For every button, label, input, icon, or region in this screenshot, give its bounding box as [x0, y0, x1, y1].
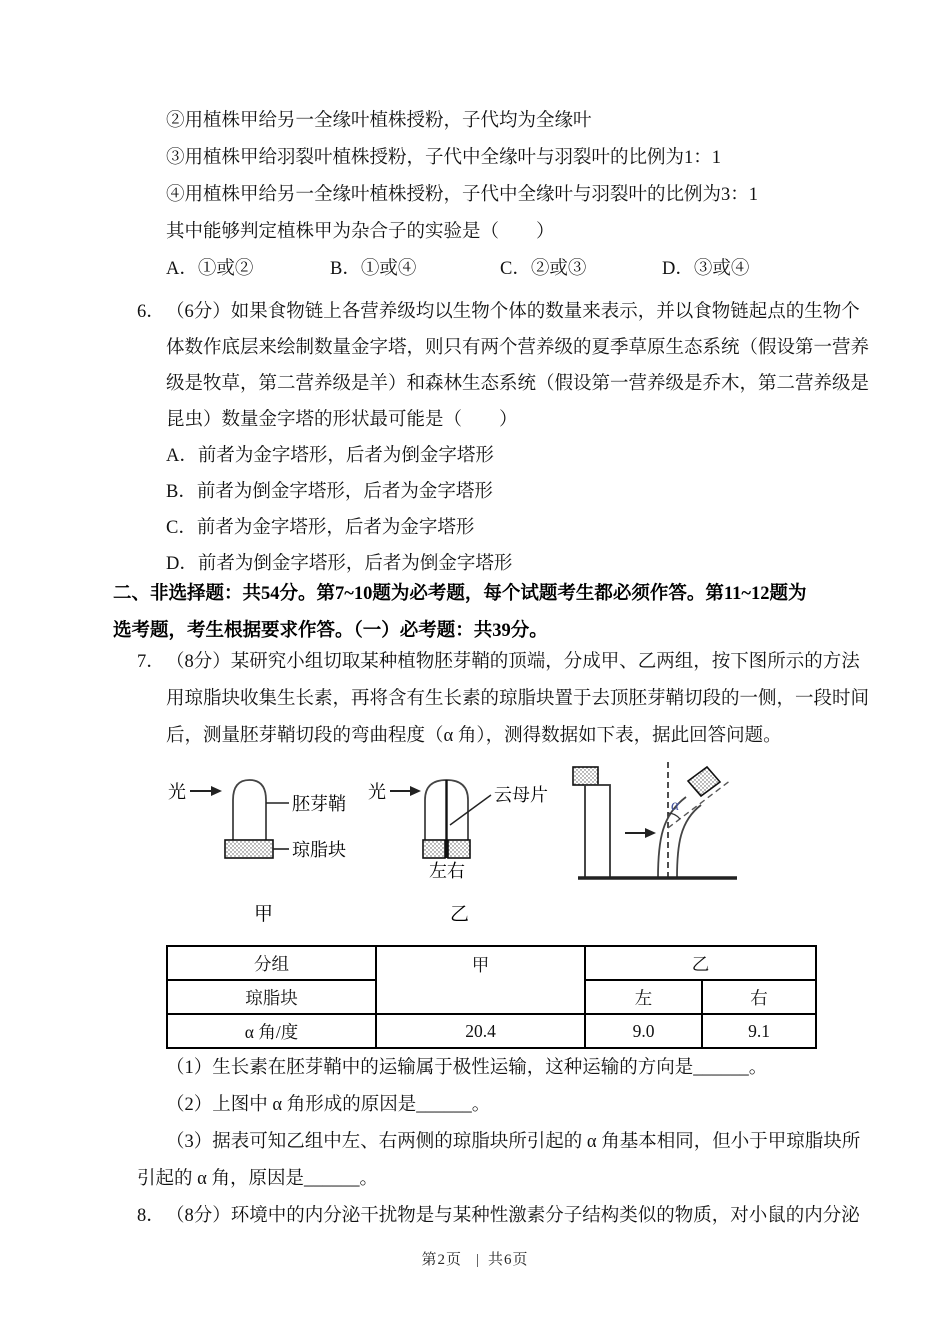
question7 [137, 644, 869, 755]
table-value-jia: 20.4 [376, 1014, 585, 1048]
section2-header-line1: 二、非选择题：共54分。第7~10题为必考题，每个试题考生都必须作答。第11~12题为 [113, 584, 807, 604]
bent-coleoptile-right-edge [677, 805, 701, 878]
light-label: 光 [168, 782, 186, 802]
alpha-angle-label: α [671, 797, 680, 814]
question-text-line: 昆虫）数量金字塔的形状最可能是（ ） [166, 410, 518, 430]
group-jia-label: 甲 [254, 904, 274, 925]
experiment-figure [150, 755, 770, 935]
table-value-left: 9.0 [585, 1014, 702, 1048]
sub-question-1: （1）生长素在胚芽鞘中的运输属于极性运输，这种运输的方向是______。 [166, 1058, 768, 1078]
mica-label: 云母片 [494, 785, 548, 805]
table-row [167, 1014, 816, 1048]
left-right-label: 左右 [429, 861, 465, 881]
question5-statements [166, 103, 758, 288]
agar-block-left [423, 840, 445, 858]
statement-line: ④用植株甲给另一全缘叶植株授粉，子代中全缘叶与羽裂叶的比例为3：1 [166, 185, 759, 205]
coleoptile-label: 胚芽鞘 [292, 794, 346, 814]
section2-header [113, 576, 806, 650]
diagram-result [573, 762, 737, 878]
question-text-line: （6分）如果食物链上各营养级均以生物个体的数量来表示，并以食物链起点的生物个 [166, 302, 860, 322]
question-number: 6． [137, 302, 165, 322]
diagram-jia [168, 780, 346, 925]
table-col-left: 左 [585, 980, 702, 1014]
option-d: D．③或④ [662, 259, 750, 279]
question-stem: 其中能够判定植株甲为杂合子的实验是（ ） [166, 222, 555, 242]
footer-total-pages: 共6页 [488, 1252, 529, 1268]
agar-block-on-top [573, 767, 598, 785]
table-header-group: 分组 [167, 946, 376, 980]
diagram-yi [368, 780, 548, 925]
light-arrow-icon [190, 786, 222, 796]
agar-block-right [448, 840, 470, 858]
option-b: B．①或④ [330, 259, 417, 279]
group-yi-label: 乙 [450, 904, 470, 925]
sub-question-3: （3）据表可知乙组中左、右两侧的琼脂块所引起的 α 角基本相同，但小于甲琼脂块所 [166, 1132, 861, 1152]
table-header-yi: 乙 [585, 946, 816, 980]
option-c: C．前者为金字塔形，后者为金字塔形 [166, 518, 475, 538]
alpha-angle-data-table [166, 945, 817, 1049]
statement-line: ②用植株甲给另一全缘叶植株授粉，子代均为全缘叶 [166, 111, 592, 131]
tilted-agar-block [688, 767, 720, 796]
section2-header-line2: 选考题，考生根据要求作答。（一）必考题：共39分。 [113, 621, 548, 641]
question7-subquestions [137, 1050, 860, 1198]
light-arrow-icon [390, 786, 421, 796]
question-number: 8． [137, 1206, 165, 1226]
question-number: 7． [137, 652, 165, 672]
question6 [137, 294, 869, 582]
page-footer [0, 1248, 950, 1269]
table-value-right: 9.1 [702, 1014, 816, 1048]
statement-line: ③用植株甲给羽裂叶植株授粉，子代中全缘叶与羽裂叶的比例为1：1 [166, 148, 722, 168]
sub-question-3-continued: 引起的 α 角，原因是______。 [137, 1169, 378, 1189]
question-text-line: 后，测量胚芽鞘切段的弯曲程度（α 角），测得数据如下表，据此回答问题。 [166, 726, 782, 746]
option-c: C．②或③ [500, 259, 587, 279]
question-text-line: 级是牧草，第二营养级是羊）和森林生态系统（假设第一营养级是乔木，第二营养级是 [166, 374, 870, 394]
option-a: A．前者为金字塔形，后者为倒金字塔形 [166, 446, 494, 466]
table-row-label-agar: 琼脂块 [167, 980, 376, 1014]
option-a: A．①或② [166, 259, 254, 279]
question-text-line: （8分）环境中的内分泌干扰物是与某种性激素分子结构类似的物质，对小鼠的内分泌 [166, 1206, 860, 1226]
sub-question-2: （2）上图中 α 角形成的原因是______。 [166, 1095, 491, 1115]
table-row-label-angle: α 角/度 [167, 1014, 376, 1048]
footer-separator: | [475, 1252, 480, 1268]
option-b: B．前者为倒金字塔形，后者为金字塔形 [166, 482, 493, 502]
upright-coleoptile-segment [585, 785, 610, 878]
question8 [137, 1198, 860, 1235]
option-d: D．前者为倒金字塔形，后者为倒金字塔形 [166, 554, 513, 574]
agar-block [225, 840, 273, 858]
question-text-line: 用琼脂块收集生长素，再将含有生长素的琼脂块置于去顶胚芽鞘切段的一侧，一段时间 [166, 689, 870, 709]
table-row [167, 946, 816, 980]
coleoptile-shape [233, 780, 266, 840]
question5-options [166, 251, 758, 288]
table-col-right: 右 [702, 980, 816, 1014]
light-label: 光 [368, 782, 386, 802]
question-text-line: （8分）某研究小组切取某种植物胚芽鞘的顶端，分成甲、乙两组，按下图所示的方法 [166, 652, 860, 672]
result-arrow-icon [625, 828, 656, 838]
agar-label: 琼脂块 [292, 840, 346, 860]
question-text-line: 体数作底层来绘制数量金字塔，则只有两个营养级的夏季草原生态系统（假设第一营养 [166, 338, 870, 358]
table-header-jia: 甲 [376, 946, 585, 1014]
footer-page-number: 第2页 [421, 1252, 462, 1268]
